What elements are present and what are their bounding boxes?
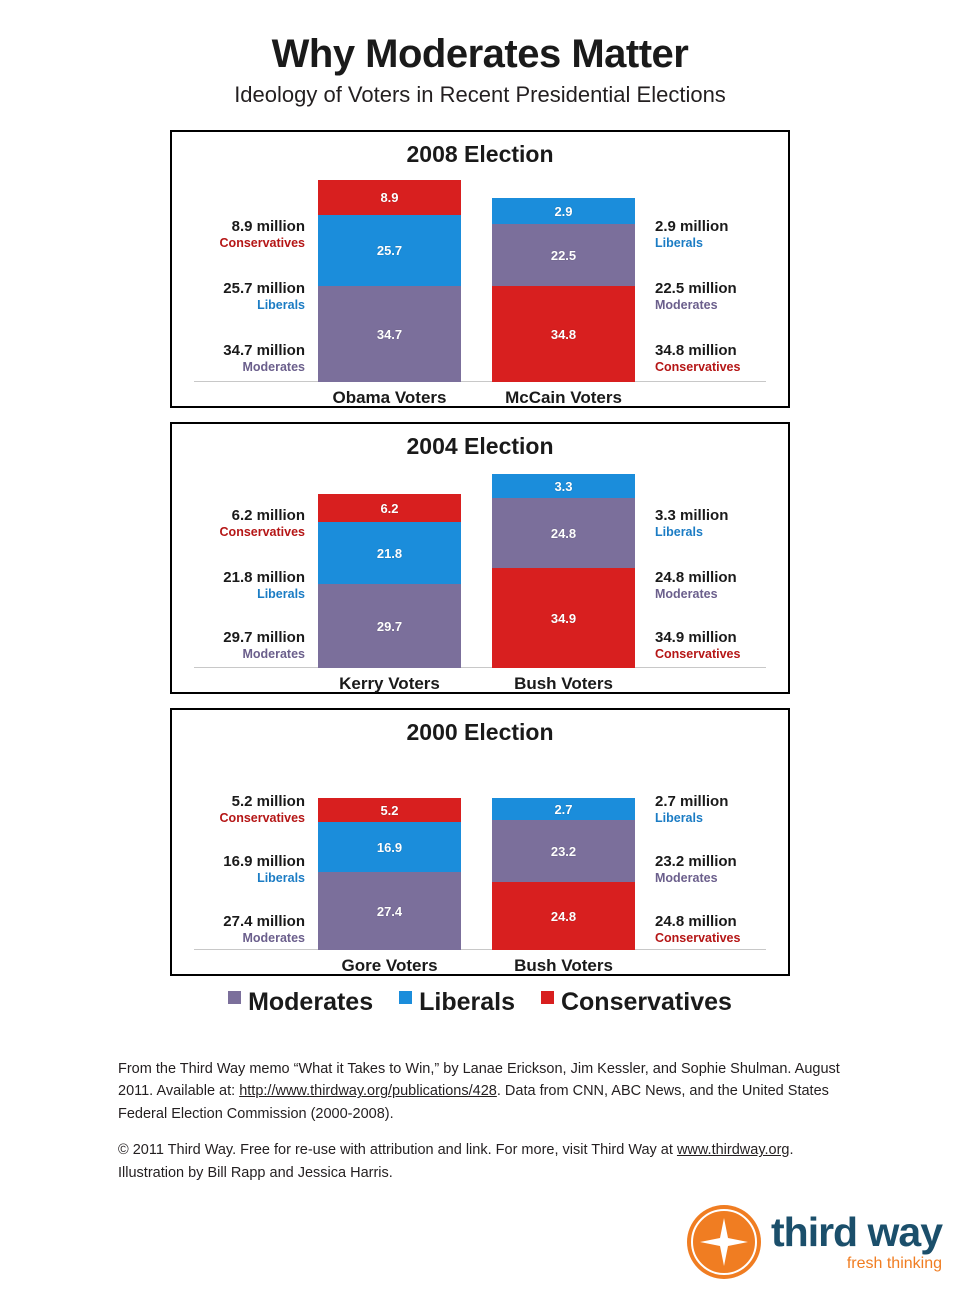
baseline	[194, 949, 766, 950]
annotation-left-moderates	[180, 629, 305, 662]
annotation-value: 29.7 million	[223, 629, 305, 646]
annotation-key: Moderates	[655, 298, 718, 313]
chart-panel-2000	[170, 708, 790, 976]
annotation-key: Liberals	[257, 298, 305, 313]
annotation-left-moderates	[180, 913, 305, 946]
bar-segment-moderates: 29.7	[318, 584, 461, 668]
logo-tagline: fresh thinking	[846, 1255, 942, 1272]
annotation-value: 6.2 million	[231, 507, 305, 524]
chart-area	[172, 170, 788, 410]
annotation-value: 23.2 million	[655, 853, 737, 870]
thirdway-link[interactable]: www.thirdway.org	[676, 1142, 790, 1159]
bar-segment-moderates: 23.2	[492, 820, 635, 882]
bar-label-bush-voters-2000: Bush Voters	[514, 956, 613, 975]
legend-label: Conservatives	[560, 988, 732, 1016]
bar-segment-conservatives: 34.8	[492, 286, 635, 382]
annotation-key: Conservatives	[655, 931, 741, 946]
bar-segment-moderates: 27.4	[318, 872, 461, 950]
chart-area	[172, 748, 788, 978]
annotation-key: Liberals	[655, 525, 703, 540]
bar-segment-moderates: 34.7	[318, 286, 461, 382]
bar-segment-moderates: 22.5	[492, 224, 635, 286]
legend-label: Moderates	[248, 988, 374, 1016]
annotation-key: Conservatives	[219, 525, 305, 540]
bar-bush-voters-2000	[492, 798, 635, 950]
annotation-value: 3.3 million	[655, 507, 729, 524]
publication-link[interactable]: http://www.thirdway.org/publications/428	[239, 1083, 497, 1100]
annotation-left-conservatives	[180, 218, 305, 251]
bar-segment-conservatives: 24.8	[492, 882, 635, 950]
bar-segment-liberals: 2.9	[492, 198, 635, 224]
annotation-key: Moderates	[242, 931, 305, 946]
annotation-value: 34.8 million	[655, 342, 737, 359]
annotation-right-liberals	[655, 793, 780, 826]
annotation-value: 5.2 million	[231, 793, 305, 810]
annotation-key: Liberals	[655, 236, 703, 251]
annotation-key: Moderates	[242, 647, 305, 662]
annotation-right-moderates	[655, 569, 780, 602]
bar-gore-voters	[318, 798, 461, 950]
annotation-right-liberals	[655, 507, 780, 540]
annotation-key: Conservatives	[219, 811, 305, 826]
panel-title: 2008 Election	[406, 141, 554, 167]
annotation-value: 22.5 million	[655, 280, 737, 297]
footer-text-1b: . Data from CNN, ABC News, and the United States Federal Election Commission (2000-2008).	[118, 1083, 829, 1122]
legend-item-moderates	[228, 988, 373, 1017]
annotation-left-liberals	[180, 853, 305, 886]
bar-segment-conservatives: 6.2	[318, 494, 461, 522]
bar-mccain-voters	[492, 198, 635, 382]
annotation-value: 21.8 million	[223, 569, 305, 586]
bar-segment-liberals: 2.7	[492, 798, 635, 820]
chart-panel-2004	[170, 422, 790, 694]
bar-kerry-voters	[318, 494, 461, 668]
annotation-value: 8.9 million	[231, 218, 305, 235]
annotation-left-moderates	[180, 342, 305, 375]
bar-segment-liberals: 3.3	[492, 474, 635, 498]
annotation-key: Liberals	[655, 811, 703, 826]
legend-swatch-icon	[228, 991, 241, 1004]
bar-segment-liberals: 16.9	[318, 822, 461, 872]
annotation-value: 2.7 million	[655, 793, 729, 810]
annotation-right-moderates	[655, 280, 780, 313]
annotation-key: Conservatives	[655, 647, 741, 662]
bar-segment-conservatives: 5.2	[318, 798, 461, 822]
annotation-right-conservatives	[655, 629, 780, 662]
logo-text	[771, 1209, 942, 1272]
annotation-key: Liberals	[257, 587, 305, 602]
legend-label: Liberals	[419, 988, 515, 1016]
bar-label-mccain-voters: McCain Voters	[505, 388, 622, 407]
chart-area	[172, 462, 788, 696]
annotation-key: Conservatives	[219, 236, 305, 251]
footer-source-line	[118, 1058, 858, 1125]
annotation-key: Moderates	[655, 871, 718, 886]
annotation-value: 25.7 million	[223, 280, 305, 297]
footer-copyright-line	[118, 1139, 858, 1184]
annotation-right-conservatives	[655, 342, 780, 375]
annotation-value: 16.9 million	[223, 853, 305, 870]
bar-segment-liberals: 25.7	[318, 215, 461, 286]
bar-segment-moderates: 24.8	[492, 498, 635, 568]
footer-text-1a: From the Third Way memo “What it Takes to Win,” by Lanae Erickson, Jim Kessler, and Sophie Shulman. August 2011. Available at:	[118, 1061, 840, 1100]
annotation-value: 27.4 million	[223, 913, 305, 930]
bar-segment-liberals: 21.8	[318, 522, 461, 584]
baseline	[194, 381, 766, 382]
legend-swatch-icon	[541, 991, 554, 1004]
annotation-left-liberals	[180, 280, 305, 313]
annotation-value: 34.7 million	[223, 342, 305, 359]
bar-segment-conservatives: 34.9	[492, 568, 635, 668]
annotation-right-liberals	[655, 218, 780, 251]
annotation-key: Moderates	[655, 587, 718, 602]
compass-star	[687, 1205, 761, 1279]
annotation-left-liberals	[180, 569, 305, 602]
annotation-value: 24.8 million	[655, 569, 737, 586]
panel-title: 2004 Election	[406, 433, 554, 459]
annotation-right-moderates	[655, 853, 780, 886]
annotation-value: 24.8 million	[655, 913, 737, 930]
bar-bush-voters-2004	[492, 474, 635, 668]
bar-segment-conservatives: 8.9	[318, 180, 461, 215]
logo-wordmark: third way	[771, 1209, 942, 1255]
chart-panel-2008	[170, 130, 790, 408]
annotation-key: Moderates	[242, 360, 305, 375]
bar-label-kerry-voters: Kerry Voters	[339, 674, 440, 693]
annotation-key: Liberals	[257, 871, 305, 886]
legend-swatch-icon	[399, 991, 412, 1004]
footer-notes	[118, 1058, 858, 1198]
footer-text-2a: © 2011 Third Way. Free for re-use with attribution and link. For more, visit Third Way at	[118, 1142, 677, 1159]
chart-legend	[170, 982, 790, 1017]
baseline	[194, 667, 766, 668]
panel-title: 2000 Election	[406, 719, 554, 745]
footer-text-2b: .	[789, 1142, 794, 1159]
bar-label-bush-voters-2004: Bush Voters	[514, 674, 613, 693]
annotation-value: 34.9 million	[655, 629, 737, 646]
annotation-right-conservatives	[655, 913, 780, 946]
legend-item-liberals	[399, 988, 515, 1017]
annotation-left-conservatives	[180, 793, 305, 826]
thirdway-logo	[687, 1205, 942, 1279]
page-subtitle: Ideology of Voters in Recent Presidential Elections	[234, 82, 726, 107]
annotation-value: 2.9 million	[655, 218, 729, 235]
footer-illustration-credit: Illustration by Bill Rapp and Jessica Harris.	[118, 1164, 393, 1181]
legend-item-conservatives	[541, 988, 732, 1017]
annotation-key: Conservatives	[655, 360, 741, 375]
bar-obama-voters	[318, 180, 461, 382]
annotation-left-conservatives	[180, 507, 305, 540]
page-title: Why Moderates Matter	[271, 32, 689, 76]
bar-label-obama-voters: Obama Voters	[332, 388, 447, 407]
bar-label-gore-voters: Gore Voters	[341, 956, 438, 975]
compass-icon	[687, 1205, 761, 1279]
